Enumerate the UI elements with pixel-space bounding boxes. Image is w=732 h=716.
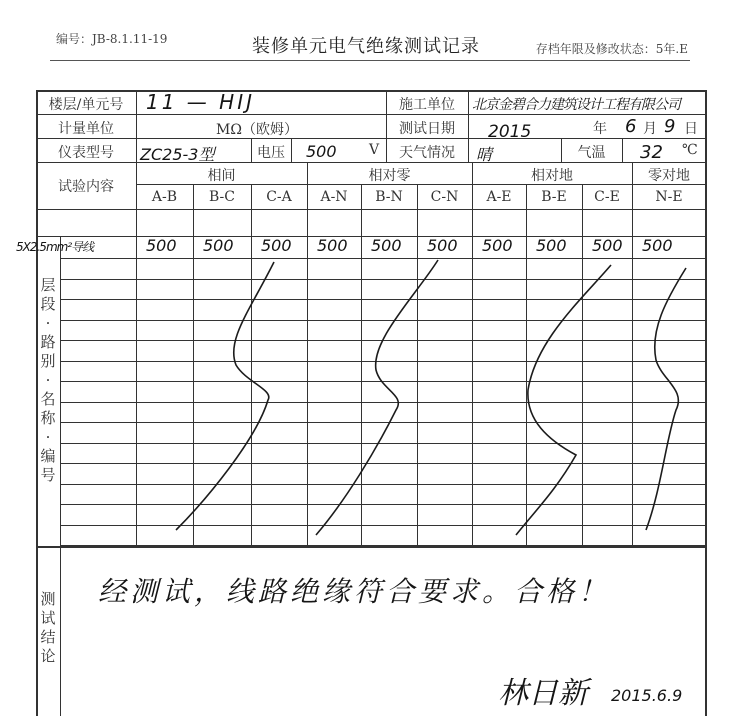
- column-header: B-C: [209, 189, 235, 205]
- measurement-value: 500: [482, 236, 513, 255]
- group-neutral: 相对零: [368, 168, 411, 184]
- hw-temperature: 32: [640, 142, 663, 163]
- hw-row-label: 5X2.5mm²导线: [16, 240, 94, 254]
- measurement-value: 500: [427, 236, 458, 255]
- measurement-value: 500: [146, 236, 177, 255]
- cancel-stroke: [516, 265, 611, 535]
- hw-day: 9: [664, 116, 676, 137]
- label-test-date: 测试日期: [399, 121, 455, 137]
- hw-month: 6: [625, 116, 637, 137]
- column-header: C-N: [430, 189, 459, 205]
- measurement-value: 500: [592, 236, 623, 255]
- measurement-value: 500: [371, 236, 402, 255]
- label-measure-unit: 计量单位: [58, 121, 114, 137]
- page-title: 装修单元电气绝缘测试记录: [252, 36, 480, 57]
- cancel-stroke: [316, 260, 438, 535]
- label-test-content: 试验内容: [58, 179, 114, 195]
- label-temp-unit: ℃: [682, 142, 698, 158]
- column-header: C-E: [594, 189, 620, 205]
- measurement-value: 500: [261, 236, 292, 255]
- label-year: 年: [593, 121, 607, 137]
- hw-instrument: ZC25-3型: [140, 145, 215, 164]
- cancel-stroke: [176, 262, 274, 530]
- hw-weather: 晴: [476, 145, 493, 164]
- label-floor-unit: 楼层/单元号: [48, 97, 124, 113]
- column-header: A-B: [151, 189, 178, 205]
- conclusion-label: 测 试 结 论: [40, 590, 56, 665]
- archive-status: 存档年限及修改状态：5年.E: [535, 42, 688, 56]
- label-weather: 天气情况: [399, 145, 455, 161]
- group-neutral-ground: 零对地: [648, 168, 690, 184]
- document-code: 编号：JB-8.1.11-19: [56, 32, 168, 46]
- column-header: C-A: [266, 189, 292, 205]
- measurement-value: 500: [642, 236, 673, 255]
- label-contractor: 施工单位: [399, 97, 455, 113]
- label-instrument: 仪表型号: [58, 145, 114, 161]
- hw-floor-unit: 11 — HIJ: [146, 90, 255, 114]
- hw-voltage: 500: [306, 142, 337, 161]
- hw-measure-unit: MΩ（欧姆）: [216, 122, 298, 138]
- header-rule: [50, 60, 690, 61]
- hw-year: 2015: [488, 122, 532, 142]
- blank-cell-strokes: [36, 90, 706, 716]
- label-voltage: 电压: [257, 145, 285, 161]
- group-phase: 相间: [207, 168, 236, 184]
- label-month: 月: [643, 121, 657, 137]
- label-day: 日: [684, 121, 698, 137]
- group-ground: 相对地: [531, 168, 573, 184]
- measurement-value: 500: [203, 236, 234, 255]
- test-record-form: [16, 90, 706, 716]
- label-temperature: 气温: [577, 145, 606, 161]
- column-header: N-E: [655, 189, 683, 205]
- measurement-value: 500: [317, 236, 348, 255]
- hw-conclusion: 经测试，线路绝缘符合要求。合格！: [98, 575, 611, 608]
- cancel-stroke: [646, 268, 686, 530]
- hw-contractor: 北京金碧合力建筑设计工程有限公司: [472, 97, 680, 113]
- section-label: 层 段 · 路 别 · 名 称 · 编 号: [40, 276, 56, 484]
- column-header: B-N: [375, 189, 403, 205]
- label-voltage-unit: V: [369, 142, 380, 158]
- measurement-value: 500: [536, 236, 567, 255]
- column-header: A-E: [486, 189, 512, 205]
- hw-sign-date: 2015.6.9: [611, 686, 683, 705]
- hw-signature: 林日新: [498, 676, 588, 711]
- column-header: A-N: [320, 189, 348, 205]
- column-header: B-E: [541, 189, 567, 205]
